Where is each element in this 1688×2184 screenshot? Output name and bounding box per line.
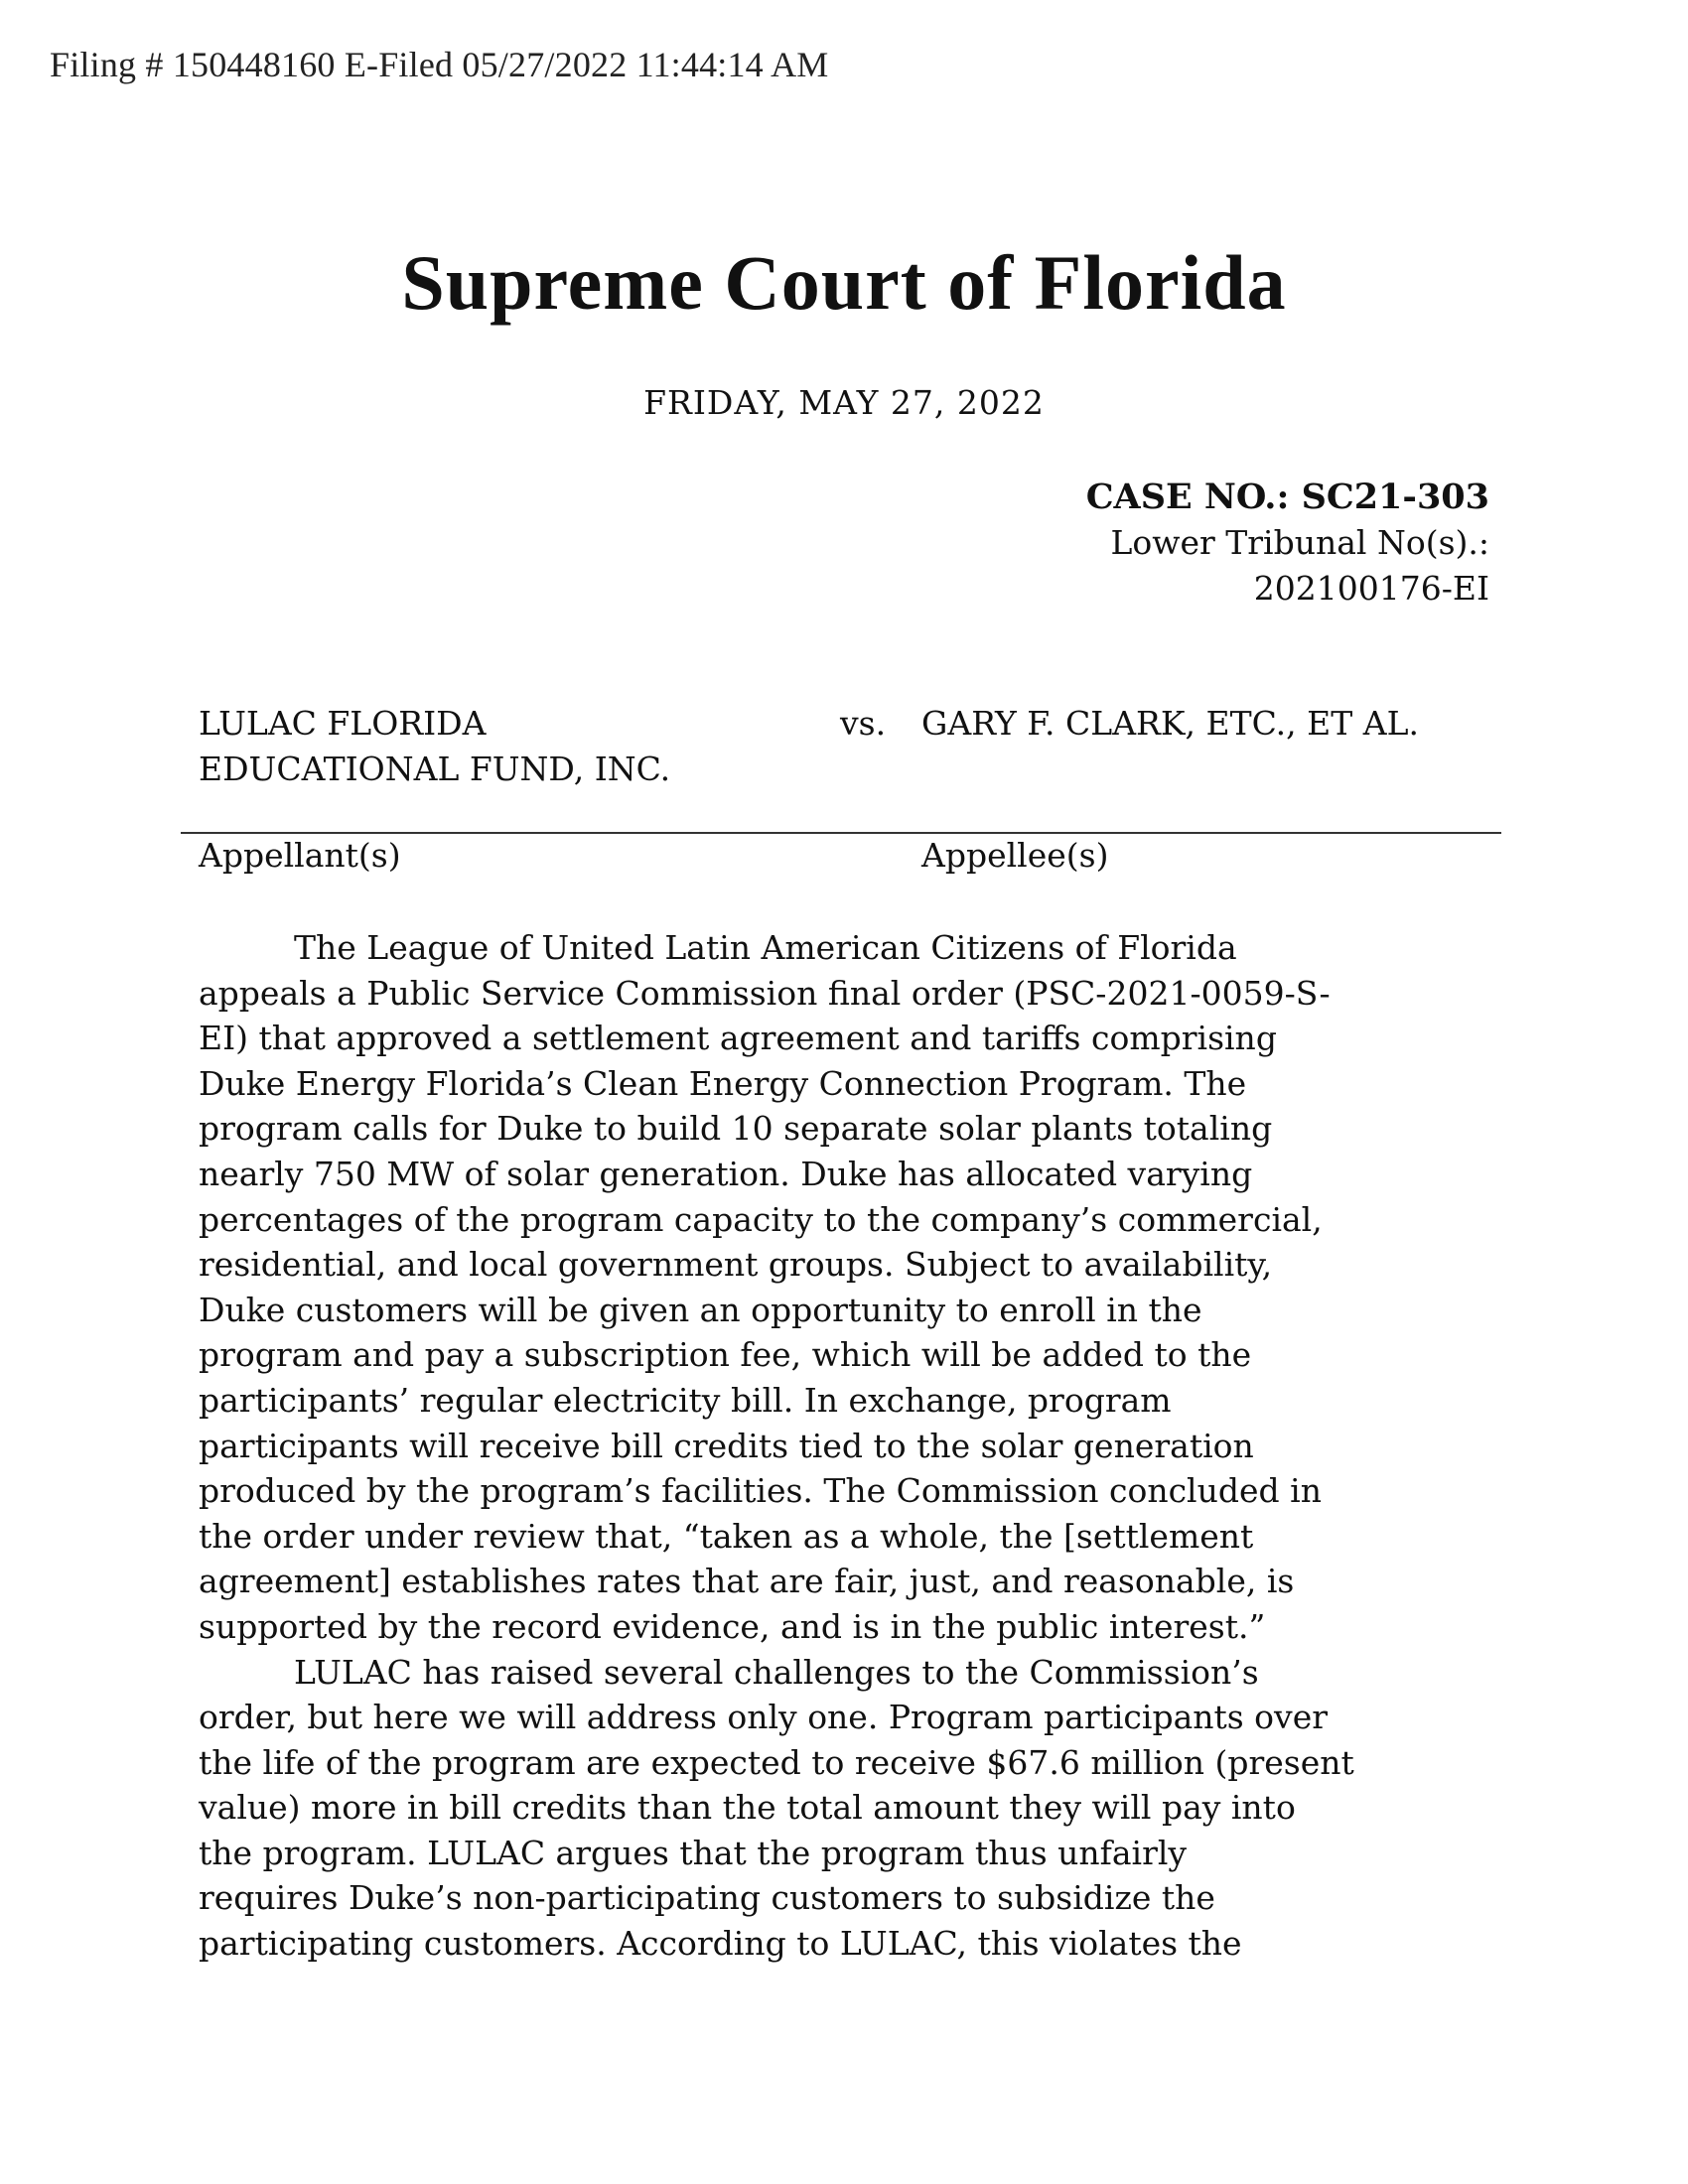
body-line: EI) that approved a settlement agreement and tariffs comprising xyxy=(199,1019,1277,1058)
caption-divider xyxy=(181,832,1501,834)
body-line: participants will receive bill credits tied to the solar generation xyxy=(199,1426,1254,1465)
body-line: residential, and local government groups. Subject to availability, xyxy=(199,1245,1273,1285)
appellee-role-label: Appellee(s) xyxy=(921,836,1109,875)
body-line: appeals a Public Service Commission final order (PSC-2021-0059-S- xyxy=(199,973,1331,1013)
body-line: program calls for Duke to build 10 separate solar plants totaling xyxy=(199,1109,1273,1149)
appellant-name-line-1: LULAC FLORIDA xyxy=(199,704,487,743)
order-date: FRIDAY, MAY 27, 2022 xyxy=(643,383,1045,422)
body-line: the life of the program are expected to receive $67.6 million (present xyxy=(199,1742,1354,1782)
body-line: supported by the record evidence, and is in the public interest.” xyxy=(199,1606,1266,1646)
body-line: the order under review that, “taken as a whole, the [settlement xyxy=(199,1516,1254,1556)
body-line: LULAC has raised several challenges to the Commission’s xyxy=(294,1652,1259,1692)
body-line: Duke Energy Florida’s Clean Energy Connection Program. The xyxy=(199,1063,1247,1103)
court-title: Supreme Court of Florida xyxy=(401,239,1287,326)
appellant-name-line-2: EDUCATIONAL FUND, INC. xyxy=(199,750,671,788)
body-line: Duke customers will be given an opportunity to enroll in the xyxy=(199,1290,1202,1329)
order-body xyxy=(199,925,1519,1967)
versus-label: vs. xyxy=(840,704,887,743)
body-line: value) more in bill credits than the total amount they will pay into xyxy=(199,1788,1296,1828)
appellant-name xyxy=(199,701,670,792)
body-line: The League of United Latin American Citizens of Florida xyxy=(294,928,1237,967)
body-line: nearly 750 MW of solar generation. Duke has allocated varying xyxy=(199,1154,1253,1193)
body-line: requires Duke’s non-participating customers to subsidize the xyxy=(199,1878,1215,1918)
appellee-name: GARY F. CLARK, ETC., ET AL. xyxy=(921,704,1419,743)
body-line: percentages of the program capacity to the company’s commercial, xyxy=(199,1199,1323,1239)
appellant-role-label: Appellant(s) xyxy=(199,836,401,875)
body-line: produced by the program’s facilities. The Commission concluded in xyxy=(199,1471,1322,1511)
body-line: order, but here we will address only one. Program participants over xyxy=(199,1698,1329,1737)
body-line: the program. LULAC argues that the program thus unfairly xyxy=(199,1833,1188,1872)
body-line: participating customers. According to LULAC, this violates the xyxy=(199,1924,1242,1964)
body-line: agreement] establishes rates that are fair, just, and reasonable, is xyxy=(199,1562,1295,1601)
body-line: program and pay a subscription fee, which will be added to the xyxy=(199,1335,1252,1375)
lower-tribunal-number: 202100176-EI xyxy=(1253,569,1489,608)
body-line: participants’ regular electricity bill. In exchange, program xyxy=(199,1380,1172,1420)
filing-stamp: Filing # 150448160 E-Filed 05/27/2022 11:44:14 AM xyxy=(50,45,829,84)
lower-tribunal-label: Lower Tribunal No(s).: xyxy=(1110,523,1489,562)
case-number: CASE NO.: SC21-303 xyxy=(1085,477,1489,517)
case-info-block xyxy=(1086,475,1489,612)
